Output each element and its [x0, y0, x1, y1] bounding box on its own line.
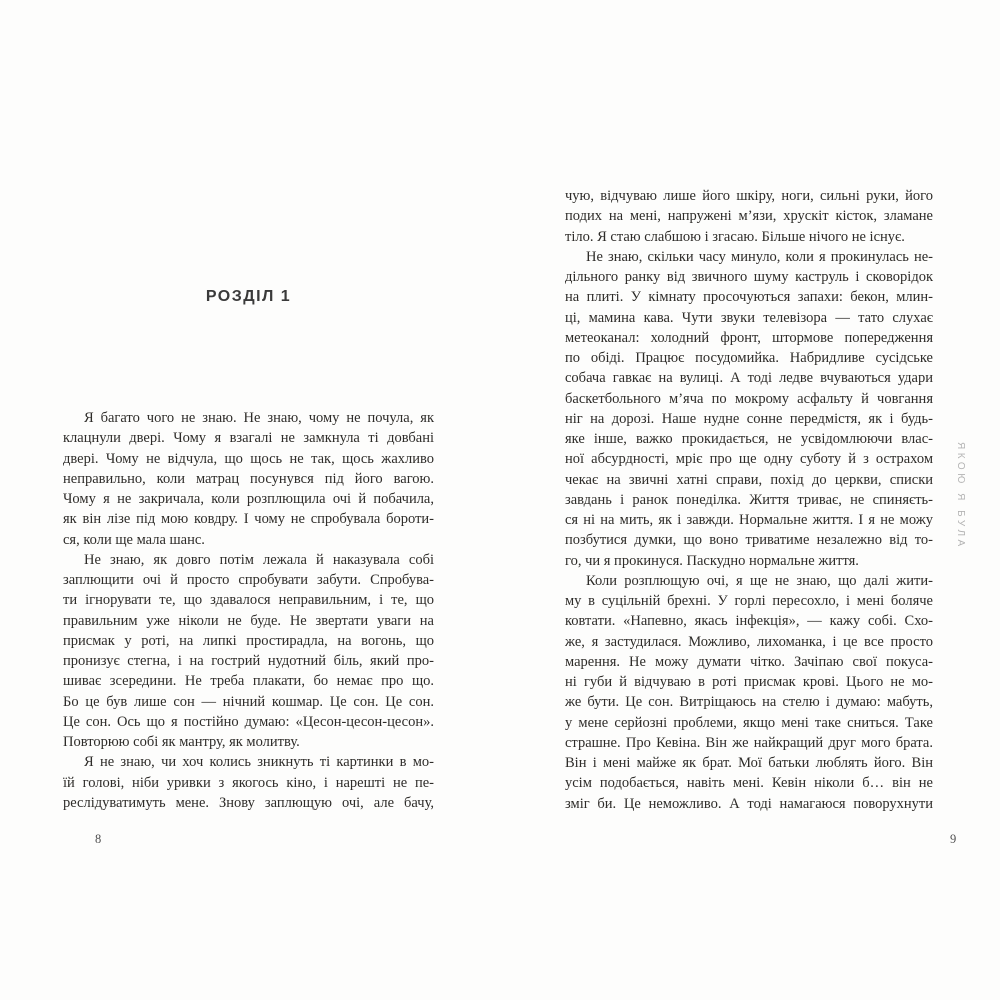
- text-line: ної абсурдності, мріє про ще одну суботу й з острахом: [565, 451, 933, 468]
- text-line: Я багато чого не знаю. Не знаю, чому не почула, як: [84, 410, 434, 426]
- text-line: зміг би. Це неможливо. А тоді намагаюся поворухнути: [565, 795, 933, 812]
- text-line: клацнули двері. Чому я взагалі не замкнула ті довбані: [63, 430, 434, 447]
- text-line: страшне. Про Кевіна. Він же найкращий друг мого брата.: [565, 734, 933, 751]
- text-line: ся, коли ще мала шанс.: [63, 531, 205, 548]
- text-line: ти ігнорувати те, що здавалося неправильним, і те, що: [63, 592, 434, 609]
- text-line: тіло. Я стаю слабшою і згасаю. Більше нічого не існує.: [565, 228, 905, 245]
- text-line: чекає на звичні хатні справи, похід до церкви, списки: [565, 471, 933, 488]
- text-line: завдань і ранок понеділка. Життя триває, не спиняєть-: [565, 491, 933, 508]
- text-line: баскетбольного м’яча по мокрому асфальту й човгання: [565, 390, 933, 407]
- text-line: Бо це був лише сон — нічний кошмар. Це сон. Це сон.: [63, 693, 434, 710]
- text-line: неправильно, коли матрац посунувся під його вагою.: [63, 470, 434, 487]
- text-line: Коли розплющую очі, я ще не знаю, що далі жити-: [586, 572, 933, 589]
- text-line: по обіді. Працює посудомийка. Набридливе сусідське: [565, 350, 933, 366]
- text-line: Повторюю собі як мантру, як молитву.: [63, 734, 300, 750]
- text-line: Не знаю, скільки часу минуло, коли я прокинулась не-: [586, 248, 933, 265]
- text-line: усім подобається, навіть мені. Кевін ніколи б… він не: [565, 775, 933, 792]
- text-line: як він лізе під мою ковдру. І чому не спробувала бороти-: [63, 511, 434, 528]
- text-line: ковтати. «Напевно, якась інфекція», — кажу собі. Схо-: [565, 613, 933, 630]
- text-line: дільного ранку від звичного шуму каструль і сковорідок: [565, 269, 933, 285]
- text-line: метеоканал: холодний фронт, штормове попередження: [565, 329, 933, 346]
- text-line: на плиті. У кімнату просочуються запахи: бекон, млин-: [565, 289, 933, 306]
- text-line: реслідуватимуть мене. Знову заплющую очі, але бачу,: [63, 794, 434, 811]
- right-text-block: [565, 186, 933, 814]
- text-line: пронизує стегна, і на гострий нудотний біль, який про-: [63, 653, 434, 669]
- text-line: чую, відчуваю лише його шкіру, ноги, сильні руки, його: [565, 188, 933, 204]
- text-line: ці, мамина кава. Чути звуки телевізора — тато слухає: [565, 309, 933, 326]
- text-line: го, чи я прокинуся. Паскудно нормальне життя.: [565, 552, 859, 569]
- right-page-number: 9: [950, 832, 957, 846]
- text-line: собача гавкає на вулиці. А тоді ледве вчуваються удари: [565, 370, 933, 387]
- text-line: марення. Не можу думати чітко. Зачіпаю свої покуса-: [565, 653, 933, 670]
- text-line: їй голові, ніби уривки з якогось кіно, і нарешті не пе-: [63, 774, 434, 791]
- text-line: Я не знаю, чи хоч колись зникнуть ті картинки в мо-: [84, 754, 434, 771]
- text-line: заплющити очі й просто спробувати забути. Спробува-: [63, 572, 434, 588]
- text-line: же бути. Це сон. Витріщаюсь на стелю і думаю: мабуть,: [565, 694, 933, 711]
- text-line: шиває зсередини. Не треба плакати, бо немає про що.: [63, 673, 434, 690]
- running-title-vertical: ЯКОЮ Я БУЛА: [955, 442, 966, 550]
- text-line: Чому я не закричала, коли розплющила очі й побачила,: [63, 491, 434, 507]
- text-line: ні губи й відчуваю в роті присмак крові. Цього не мо-: [565, 674, 933, 690]
- text-line: правильним уже ніколи не буде. Не звертати уваги на: [63, 612, 434, 629]
- text-line: у мене серйозні проблеми, якщо мені таке сниться. Таке: [565, 714, 933, 731]
- text-line: присмак у роті, на липкі простирадла, на вогонь, що: [63, 632, 434, 649]
- text-line: Не знаю, як довго потім лежала й наказувала собі: [84, 551, 434, 568]
- text-line: ніг на дорозі. Наше нудне сонне передмістя, як і будь-: [565, 410, 933, 427]
- text-line: двері. Чому не відчула, що щось не так, щось жахливо: [63, 450, 434, 467]
- text-line: же, я застудилася. Можливо, лихоманка, і це все просто: [565, 633, 933, 650]
- text-line: яке інше, важко прокидається, не усвідомлюючи влас-: [565, 431, 933, 447]
- text-line: подих на мені, напружені м’язи, хрускіт кісток, зламане: [565, 208, 933, 225]
- text-line: Це сон. Ось що я постійно думаю: «Цесон-цесон-цесон».: [63, 713, 434, 730]
- text-line: му в суцільній брехні. У горлі пересохло, і мені боляче: [565, 593, 933, 609]
- text-line: позбутися думки, що воно триватиме незалежно від то-: [565, 532, 933, 549]
- text-line: Він і мені майже як брат. Мої батьки люблять його. Він: [565, 755, 933, 771]
- chapter-heading: РОЗДІЛ 1: [205, 288, 292, 305]
- text-line: ся ні на мить, як і завжди. Нормальне життя. І я не можу: [565, 512, 933, 528]
- left-page-number: 8: [95, 832, 102, 846]
